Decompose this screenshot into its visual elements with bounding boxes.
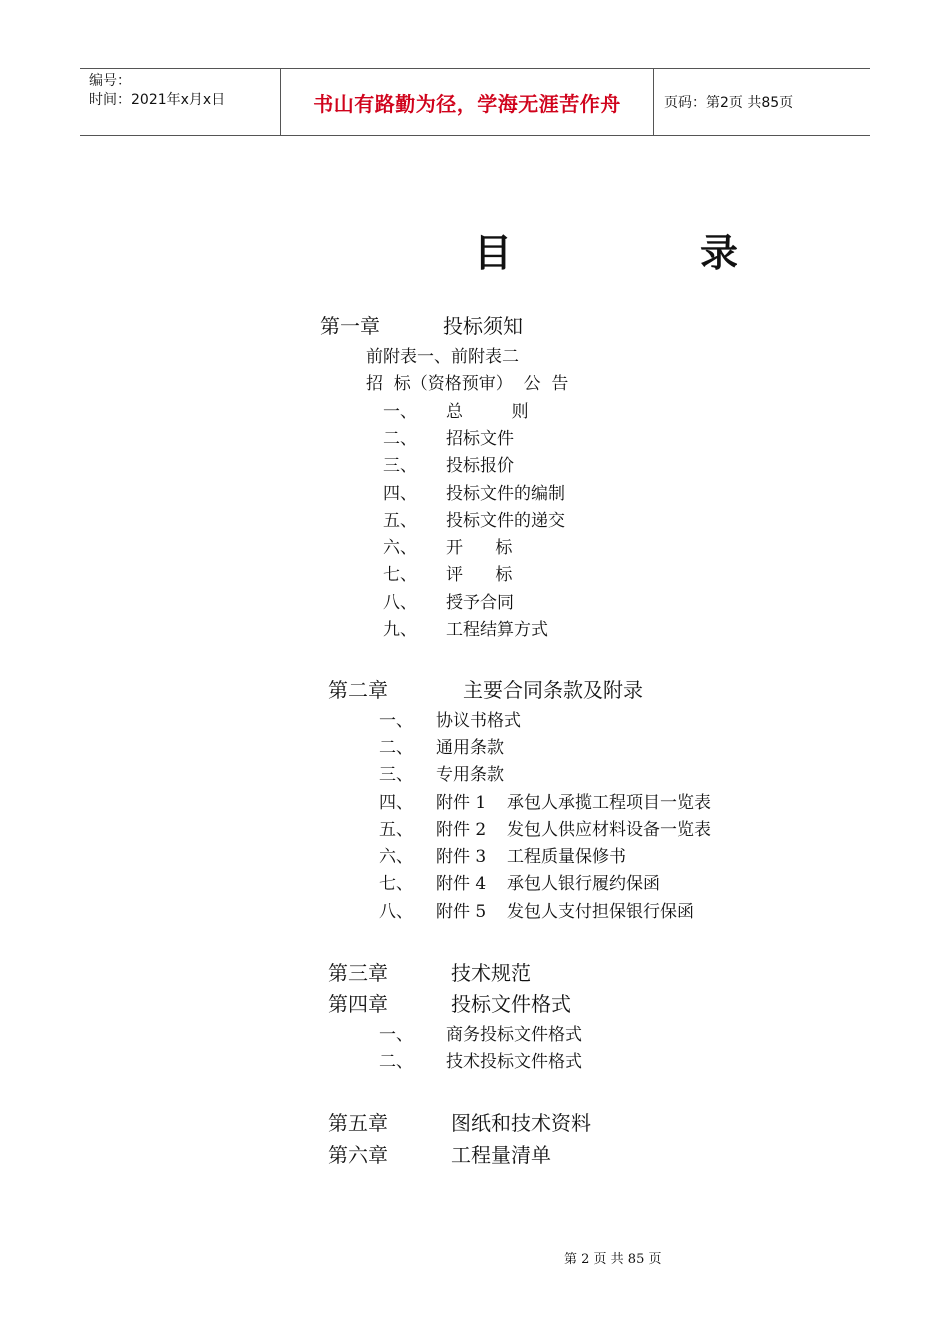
ch4-item-text: 技术投标文件格式: [446, 1052, 582, 1072]
ch2-item-num: 六、: [379, 847, 413, 867]
header-motto: 书山有路勤为径，学海无涯苦作舟: [313, 91, 621, 116]
ch4-item-num: 二、: [379, 1052, 413, 1072]
ch2-item-text: 工程质量保修书: [507, 847, 626, 867]
chapter-3-title: 技术规范: [451, 961, 531, 985]
ch1-item-num: 三、: [383, 456, 417, 476]
ch1-item-text: 招标文件: [446, 429, 514, 449]
header-time-label: 时间：2021年x月x日: [89, 92, 226, 108]
ch1-item-num: 一、: [383, 402, 417, 422]
ch1-item-num: 六、: [383, 538, 417, 558]
ch2-item-annex: 附件 3: [436, 847, 487, 867]
header-motto-cell: [281, 69, 654, 135]
chapter-6-title: 工程量清单: [451, 1143, 551, 1167]
ch2-item-text: 发包人支付担保银行保函: [507, 902, 694, 922]
chapter-1-intro-2: 招 标（资格预审） 公 告: [366, 374, 569, 394]
toc-title-right: 录: [700, 231, 739, 275]
chapter-4-number: 第四章: [328, 992, 388, 1016]
toc-title-left: 目: [474, 231, 513, 275]
ch2-item-num: 七、: [379, 874, 413, 894]
ch2-item-num: 一、: [379, 711, 413, 731]
ch1-item-text: 投标文件的递交: [446, 511, 565, 531]
ch2-item-text: 承包人银行履约保函: [507, 874, 660, 894]
chapter-2-number: 第二章: [328, 678, 388, 702]
ch1-item-num: 八、: [383, 593, 417, 613]
ch2-item-num: 五、: [379, 820, 413, 840]
ch1-item-num: 九、: [383, 620, 417, 640]
header-page-info: 页码：第2页 共85页: [664, 95, 794, 111]
ch1-item-num: 四、: [383, 484, 417, 504]
chapter-6-number: 第六章: [328, 1143, 388, 1167]
ch2-item-num: 四、: [379, 793, 413, 813]
ch1-item-text: 投标文件的编制: [446, 484, 565, 504]
ch1-item-text: 评 标: [446, 565, 513, 585]
ch2-item-annex: 附件 4: [436, 874, 487, 894]
ch1-item-num: 五、: [383, 511, 417, 531]
chapter-1-number: 第一章: [320, 314, 380, 338]
ch1-item-text: 投标报价: [446, 456, 514, 476]
ch1-item-text: 授予合同: [446, 593, 514, 613]
ch2-item-text: 专用条款: [436, 765, 504, 785]
ch1-item-text: 工程结算方式: [446, 620, 548, 640]
header-meta: [80, 69, 281, 135]
ch2-item-text: 协议书格式: [436, 711, 521, 731]
ch1-item-text: 开 标: [446, 538, 513, 558]
page-footer: 第 2 页 共 85 页: [564, 1252, 662, 1267]
chapter-4-title: 投标文件格式: [451, 992, 571, 1016]
page-header: [80, 68, 870, 136]
ch2-item-text: 发包人供应材料设备一览表: [507, 820, 711, 840]
ch4-item-num: 一、: [379, 1025, 413, 1045]
ch4-item-text: 商务投标文件格式: [446, 1025, 582, 1045]
ch2-item-annex: 附件 1: [436, 793, 487, 813]
ch2-item-num: 三、: [379, 765, 413, 785]
ch2-item-text: 通用条款: [436, 738, 504, 758]
chapter-5-title: 图纸和技术资料: [451, 1111, 591, 1135]
ch1-item-num: 七、: [383, 565, 417, 585]
ch2-item-annex: 附件 2: [436, 820, 487, 840]
chapter-3-number: 第三章: [328, 961, 388, 985]
ch1-item-num: 二、: [383, 429, 417, 449]
ch2-item-text: 承包人承揽工程项目一览表: [507, 793, 711, 813]
ch1-item-text: 总 则: [446, 402, 529, 422]
header-number-label: 编号：: [89, 73, 131, 89]
ch2-item-annex: 附件 5: [436, 902, 487, 922]
chapter-2-title: 主要合同条款及附录: [463, 678, 643, 702]
chapter-1-title: 投标须知: [443, 314, 523, 338]
chapter-5-number: 第五章: [328, 1111, 388, 1135]
ch2-item-num: 八、: [379, 902, 413, 922]
ch2-item-num: 二、: [379, 738, 413, 758]
chapter-1-intro-1: 前附表一、前附表二: [366, 347, 519, 367]
